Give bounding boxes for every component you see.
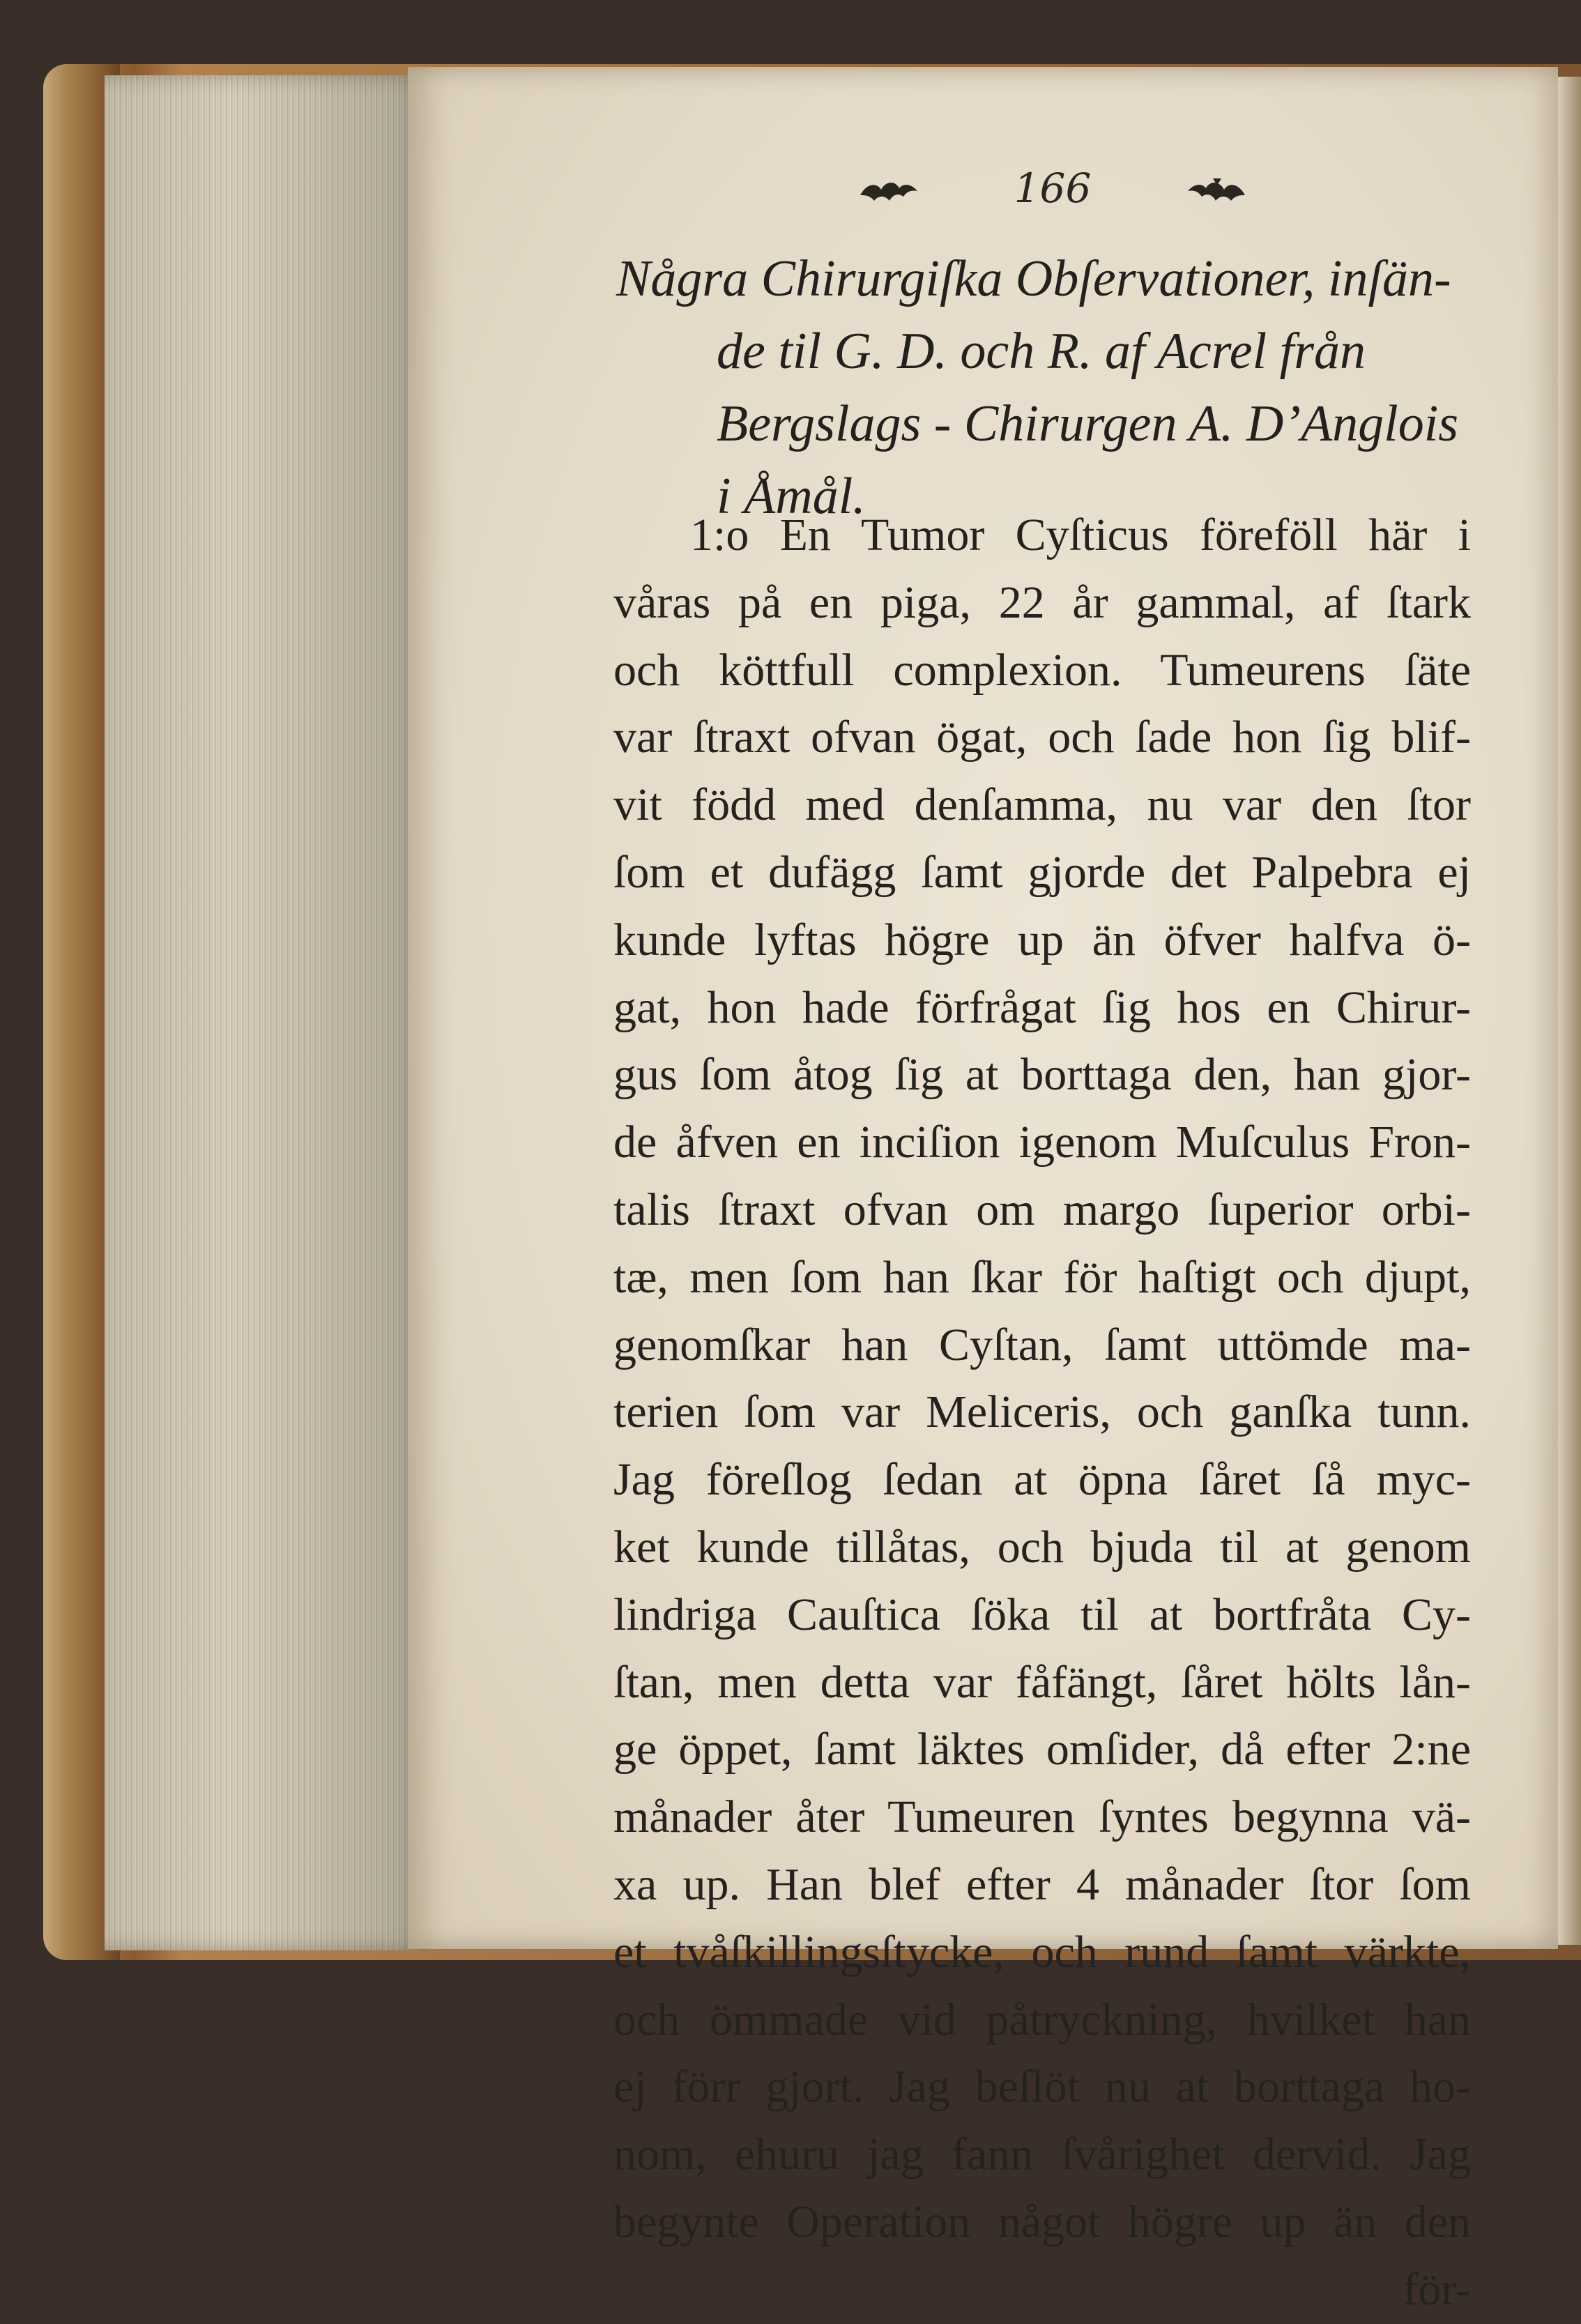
text-line: Jag föreſlog ſedan at öpna ſåret ſå myc- [613,1454,1471,1506]
text-line: ket kunde tillåtas, och bjuda til at genom [613,1521,1471,1573]
text-line: begynte Operation något högre up än den [613,2196,1471,2247]
text-line: och köttfull complexion. Tumeurens ſäte [613,644,1471,696]
text-line: de åfven en inciſion igenom Muſculus Fron- [613,1117,1471,1168]
text-line: genomſkar han Cyſtan, ſamt uttömde ma- [613,1319,1471,1370]
page-stack-edges [105,75,425,1950]
fleuron-right-icon [1185,174,1248,208]
article-title [616,243,1467,533]
text-line: kunde lyftas högre up än öfver halfva ö- [613,914,1471,965]
text-line: månader åter Tumeuren ſyntes begynna vä- [613,1791,1471,1843]
text-line: var ſtraxt ofvan ögat, och ſade hon ſig blif- [613,712,1471,763]
text-line: terien ſom var Meliceris, och ganſka tunn. [613,1386,1471,1438]
page-header [857,162,1248,224]
text-line: vit född med denſamma, nu var den ſtor [613,779,1471,831]
title-line: de til G. D. och R. af Acrel från [717,323,1366,380]
text-line: ſtan, men detta var fåfängt, ſåret hölts lån- [613,1656,1471,1708]
text-line: ge öppet, ſamt läktes omſider, då efter 2:ne [613,1724,1471,1775]
text-line: och ömmade vid påtryckning, hvilket han [613,1994,1471,2045]
catchword: för- [1403,2263,1471,2315]
text-line: ſom et dufägg ſamt gjorde det Palpebra ej [613,846,1471,898]
title-line: Bergslags - Chirurgen A. D’Anglois [717,395,1459,452]
title-line: i Åmål. [717,468,866,525]
text-line: tæ, men ſom han ſkar för haſtigt och djupt, [613,1251,1471,1303]
text-line: våras på en piga, 22 år gammal, af ſtark [613,576,1471,628]
text-line: et tvåſkillingsſtycke, och rund ſamt värkte, [613,1926,1471,1978]
text-line: lindriga Cauſtica ſöka til at bortfråta Cy- [613,1589,1471,1640]
text-line: xa up. Han blef efter 4 månader ſtor ſom [613,1858,1471,1910]
text-line: gat, hon hade förfrågat ſig hos en Chirur- [613,981,1471,1033]
title-line: Några Chirurgiſka Obſervationer, inſän- [616,250,1451,307]
text-line: talis ſtraxt ofvan om margo ſuperior orbi- [613,1184,1471,1235]
page-number: 166 [1014,165,1092,212]
text-line: 1:o En Tumor Cyſticus föreföll här i [690,510,1471,560]
text-line: ej förr gjort. Jag beſlöt nu at borttaga ho- [613,2061,1471,2113]
text-line: gus ſom åtog ſig at borttaga den, han gjor- [613,1049,1471,1101]
text-line: nom, ehuru jag fann ſvårighet dervid. Jag [613,2129,1471,2180]
body-text [613,502,1471,2324]
